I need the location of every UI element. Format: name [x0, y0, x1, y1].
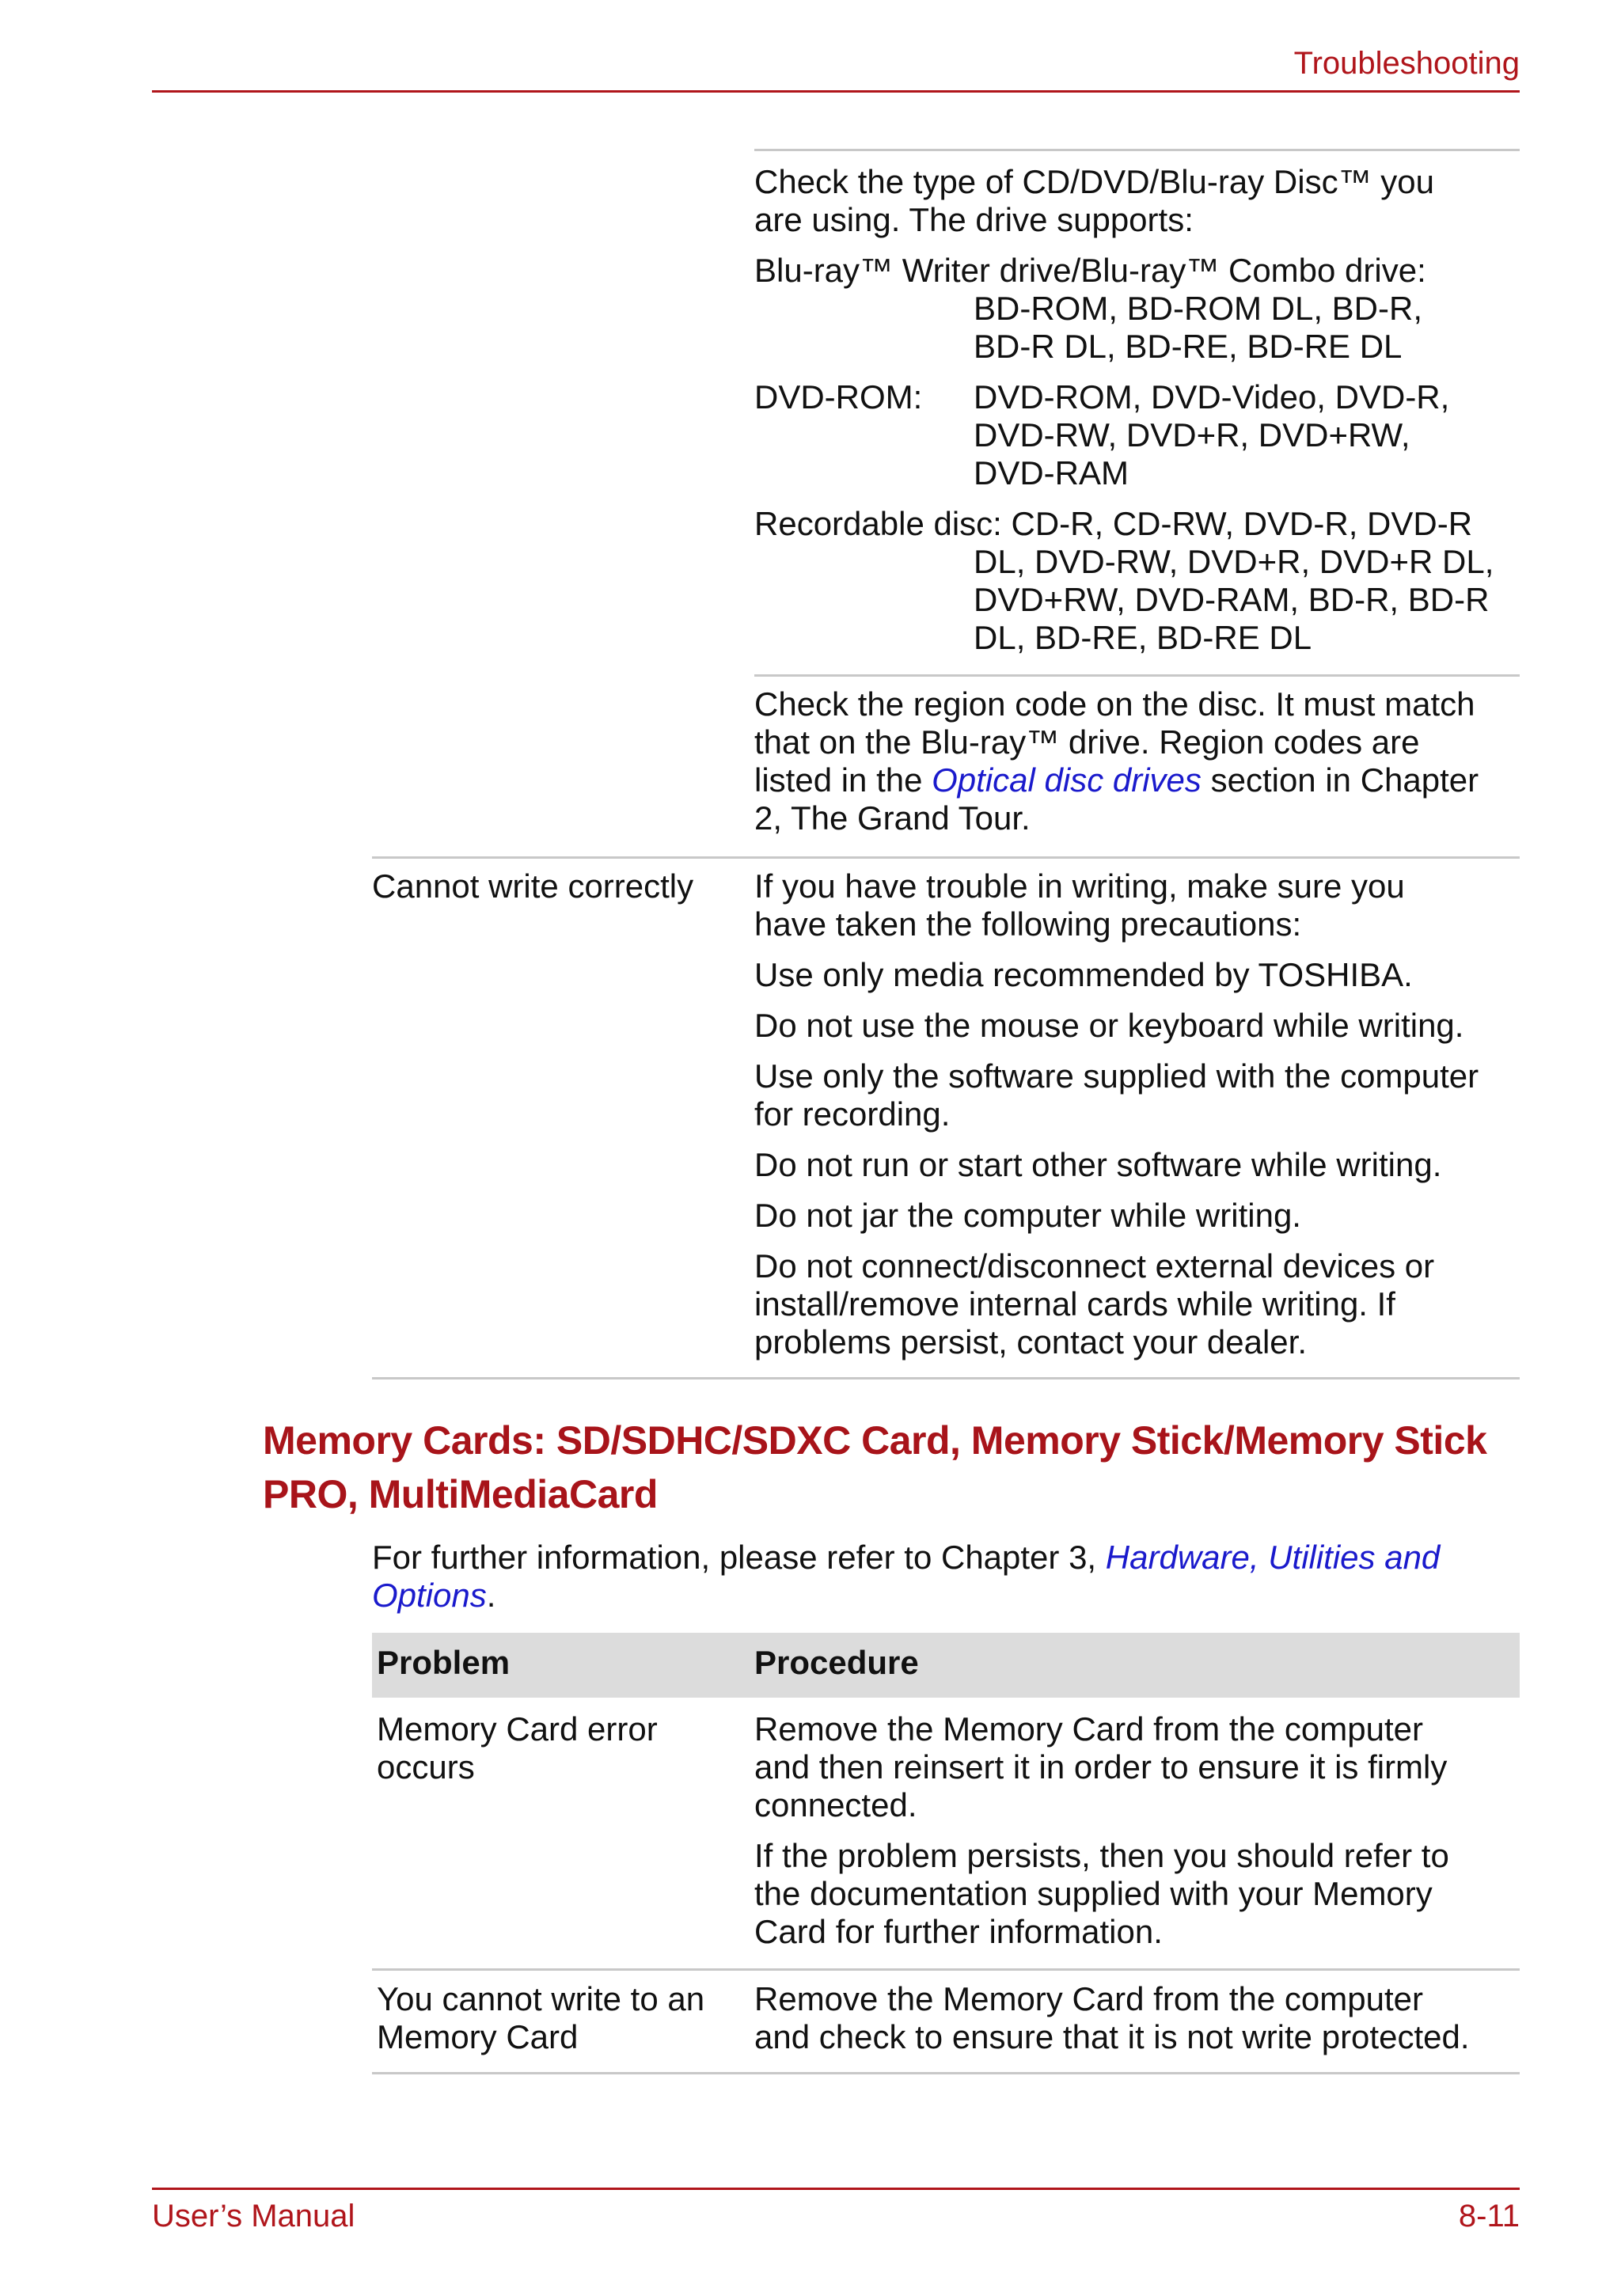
hardware-utilities-link[interactable]: Hardware, Utilities and — [1105, 1539, 1441, 1576]
column-header-problem: Problem — [377, 1644, 511, 1681]
procedure-line: Remove the Memory Card from the computer — [754, 1980, 1423, 2017]
region-text: section in Chapter — [1201, 761, 1479, 799]
procedure-line: Use only the software supplied with the computer — [754, 1057, 1479, 1095]
region-line — [754, 761, 1479, 799]
table-rule — [754, 674, 1520, 677]
procedure-line: have taken the following precautions: — [754, 905, 1302, 943]
dvdrom-value: DVD-RAM — [974, 454, 1129, 491]
procedure-line: Do not jar the computer while writing. — [754, 1197, 1301, 1234]
section-heading: Memory Cards: SD/SDHC/SDXC Card, Memory Stick/Memory Stick PRO, MultiMediaCard — [263, 1418, 1487, 1516]
column-header-procedure: Procedure — [754, 1644, 919, 1681]
procedure-line: If you have trouble in writing, make sure you — [754, 867, 1405, 905]
procedure-line: and then reinsert it in order to ensure it is firmly — [754, 1748, 1448, 1786]
options-link[interactable]: Options — [372, 1577, 487, 1614]
procedure-line: connected. — [754, 1786, 917, 1824]
procedure-line: Do not run or start other software while writing. — [754, 1146, 1442, 1183]
intro-line — [372, 1539, 1440, 1577]
dvdrom-value: DVD-RW, DVD+R, DVD+RW, — [974, 416, 1410, 454]
bluray-label: Blu-ray™ Writer drive/Blu-ray™ Combo drive: — [754, 252, 1426, 289]
region-line: Check the region code on the disc. It must match — [754, 685, 1475, 723]
footer-manual-title: User’s Manual — [152, 2199, 355, 2233]
table-rule — [372, 856, 1520, 859]
table-header-row — [372, 1633, 1520, 1698]
procedure-line: Remove the Memory Card from the computer — [754, 1710, 1423, 1748]
table-rule — [372, 2072, 1520, 2074]
check-type-line: are using. The drive supports: — [754, 201, 1194, 238]
optical-disc-drives-link[interactable]: Optical disc drives — [932, 761, 1202, 799]
procedure-line: and check to ensure that it is not write protected. — [754, 2018, 1470, 2055]
procedure-line: for recording. — [754, 1095, 951, 1133]
dvdrom-label: DVD-ROM: — [754, 378, 923, 416]
bluray-value: BD-R DL, BD-RE, BD-RE DL — [974, 328, 1403, 365]
intro-text: For further information, please refer to Chapter 3, — [372, 1539, 1106, 1576]
recordable-label: Recordable disc: CD-R, CD-RW, DVD-R, DVD-R — [754, 505, 1473, 542]
footer-rule — [152, 2188, 1520, 2190]
intro-line — [372, 1577, 495, 1615]
problem-cell: occurs — [377, 1748, 475, 1786]
intro-text: . — [486, 1577, 496, 1614]
table-rule — [754, 149, 1520, 151]
problem-cell: You cannot write to an — [377, 1980, 705, 2017]
region-text: listed in the — [754, 761, 932, 799]
procedure-line: Do not use the mouse or keyboard while writing. — [754, 1007, 1464, 1044]
problem-cell: Memory Card — [377, 2018, 579, 2055]
table-rule — [372, 1968, 1520, 1971]
table-rule — [372, 1377, 1520, 1379]
procedure-line: the documentation supplied with your Memory — [754, 1875, 1433, 1912]
procedure-line: Card for further information. — [754, 1913, 1163, 1950]
region-line: that on the Blu-ray™ drive. Region codes are — [754, 723, 1420, 761]
page-number: 8-11 — [1458, 2199, 1520, 2233]
procedure-line: Do not connect/disconnect external devices or — [754, 1247, 1435, 1285]
procedure-line: problems persist, contact your dealer. — [754, 1323, 1308, 1361]
header-rule — [152, 90, 1520, 93]
region-line: 2, The Grand Tour. — [754, 799, 1031, 837]
dvdrom-value: DVD-ROM, DVD-Video, DVD-R, — [974, 378, 1450, 416]
running-header-title: Troubleshooting — [1293, 46, 1520, 81]
problem-cell: Cannot write correctly — [372, 867, 694, 905]
procedure-line: install/remove internal cards while writing. If — [754, 1285, 1395, 1323]
problem-cell: Memory Card error — [377, 1710, 658, 1748]
recordable-value: DL, DVD-RW, DVD+R, DVD+R DL, — [974, 543, 1494, 580]
procedure-line: If the problem persists, then you should refer to — [754, 1837, 1449, 1874]
procedure-line: Use only media recommended by TOSHIBA. — [754, 956, 1413, 993]
recordable-value: DL, BD-RE, BD-RE DL — [974, 619, 1312, 656]
recordable-value: DVD+RW, DVD-RAM, BD-R, BD-R — [974, 581, 1490, 618]
check-type-line: Check the type of CD/DVD/Blu-ray Disc™ you — [754, 163, 1434, 200]
bluray-value: BD-ROM, BD-ROM DL, BD-R, — [974, 290, 1422, 327]
